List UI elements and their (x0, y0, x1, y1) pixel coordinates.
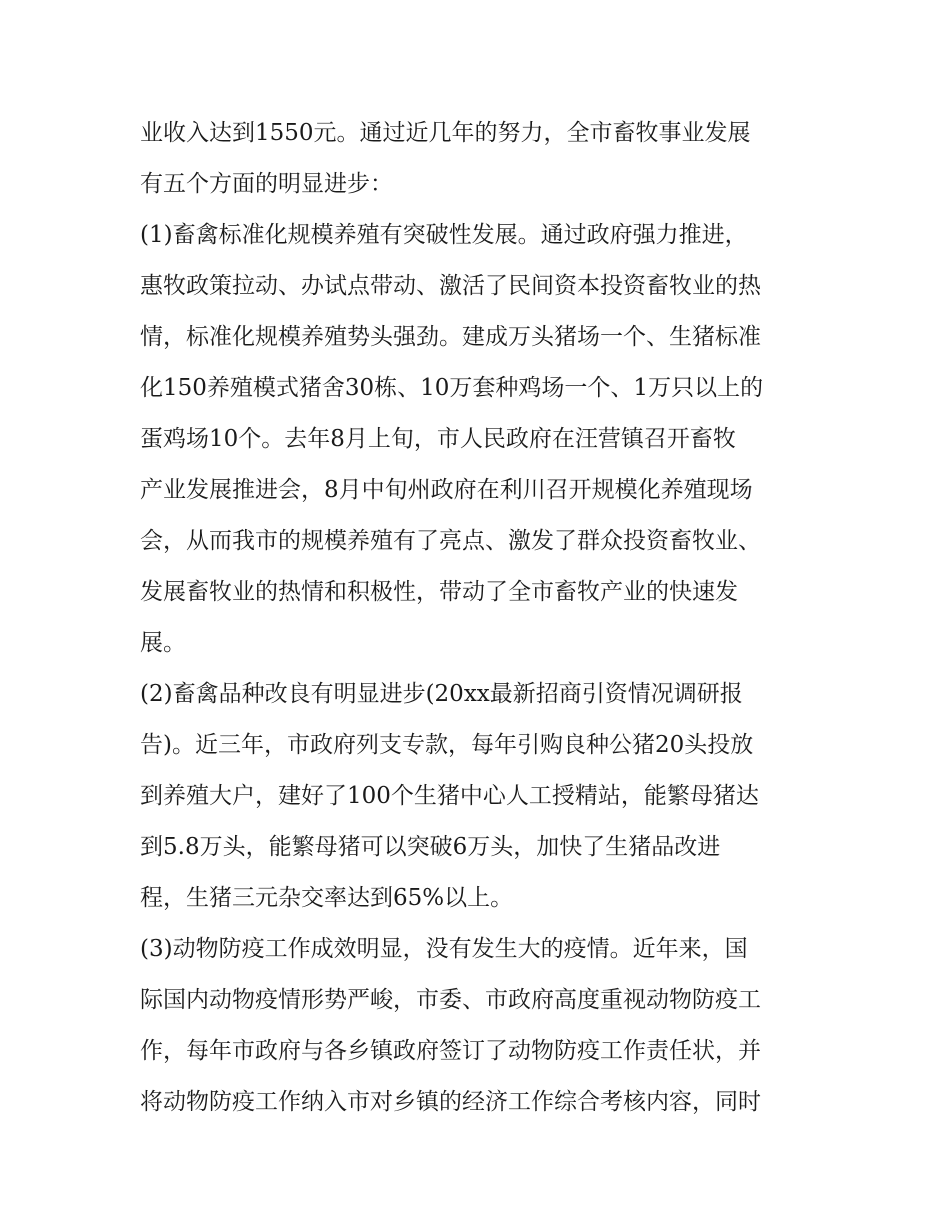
text-line-15: 到5.8万头，能繁母猪可以突破6万头，加快了生猪品改进 (140, 834, 721, 860)
text-line-20: 将动物防疫工作纳入市对乡镇的经济工作综合考核内容，同时 (140, 1089, 761, 1115)
text-line-17: (3)动物防疫工作成效明显，没有发生大的疫情。近年来，国 (140, 936, 748, 962)
text-line-13: 告)。近三年，市政府列支专款，每年引购良种公猪20头投放 (140, 732, 754, 758)
text-line-5: 情，标准化规模养殖势头强劲。建成万头猪场一个、生猪标准 (140, 324, 761, 350)
text-line-18: 际国内动物疫情形势严峻，市委、市政府高度重视动物防疫工 (140, 987, 761, 1013)
text-line-14: 到养殖大户，建好了100个生猪中心人工授精站，能繁母猪达 (140, 783, 759, 809)
text-line-12: (2)畜禽品种改良有明显进步(20xx最新招商引资情况调研报 (140, 681, 743, 707)
document-body (140, 108, 820, 1128)
text-line-8: 产业发展推进会，8月中旬州政府在利川召开规模化养殖现场 (140, 477, 753, 503)
text-line-7: 蛋鸡场10个。去年8月上旬，市人民政府在汪营镇召开畜牧 (140, 426, 736, 452)
text-line-9: 会，从而我市的规模养殖有了亮点、激发了群众投资畜牧业、 (140, 528, 761, 554)
text-line-1: 业收入达到1550元。通过近几年的努力，全市畜牧事业发展 (140, 120, 751, 146)
text-line-6: 化150养殖模式猪舍30栋、10万套种鸡场一个、1万只以上的 (140, 375, 764, 401)
text-line-16: 程，生猪三元杂交率达到65%以上。 (140, 885, 514, 911)
text-line-11: 展。 (140, 630, 186, 656)
text-line-10: 发展畜牧业的热情和积极性，带动了全市畜牧产业的快速发 (140, 579, 738, 605)
text-line-19: 作，每年市政府与各乡镇政府签订了动物防疫工作责任状，并 (140, 1038, 761, 1064)
text-line-4: 惠牧政策拉动、办试点带动、激活了民间资本投资畜牧业的热 (140, 273, 761, 299)
text-line-3: (1)畜禽标准化规模养殖有突破性发展。通过政府强力推进， (140, 222, 748, 248)
text-line-2: 有五个方面的明显进步： (140, 171, 393, 197)
